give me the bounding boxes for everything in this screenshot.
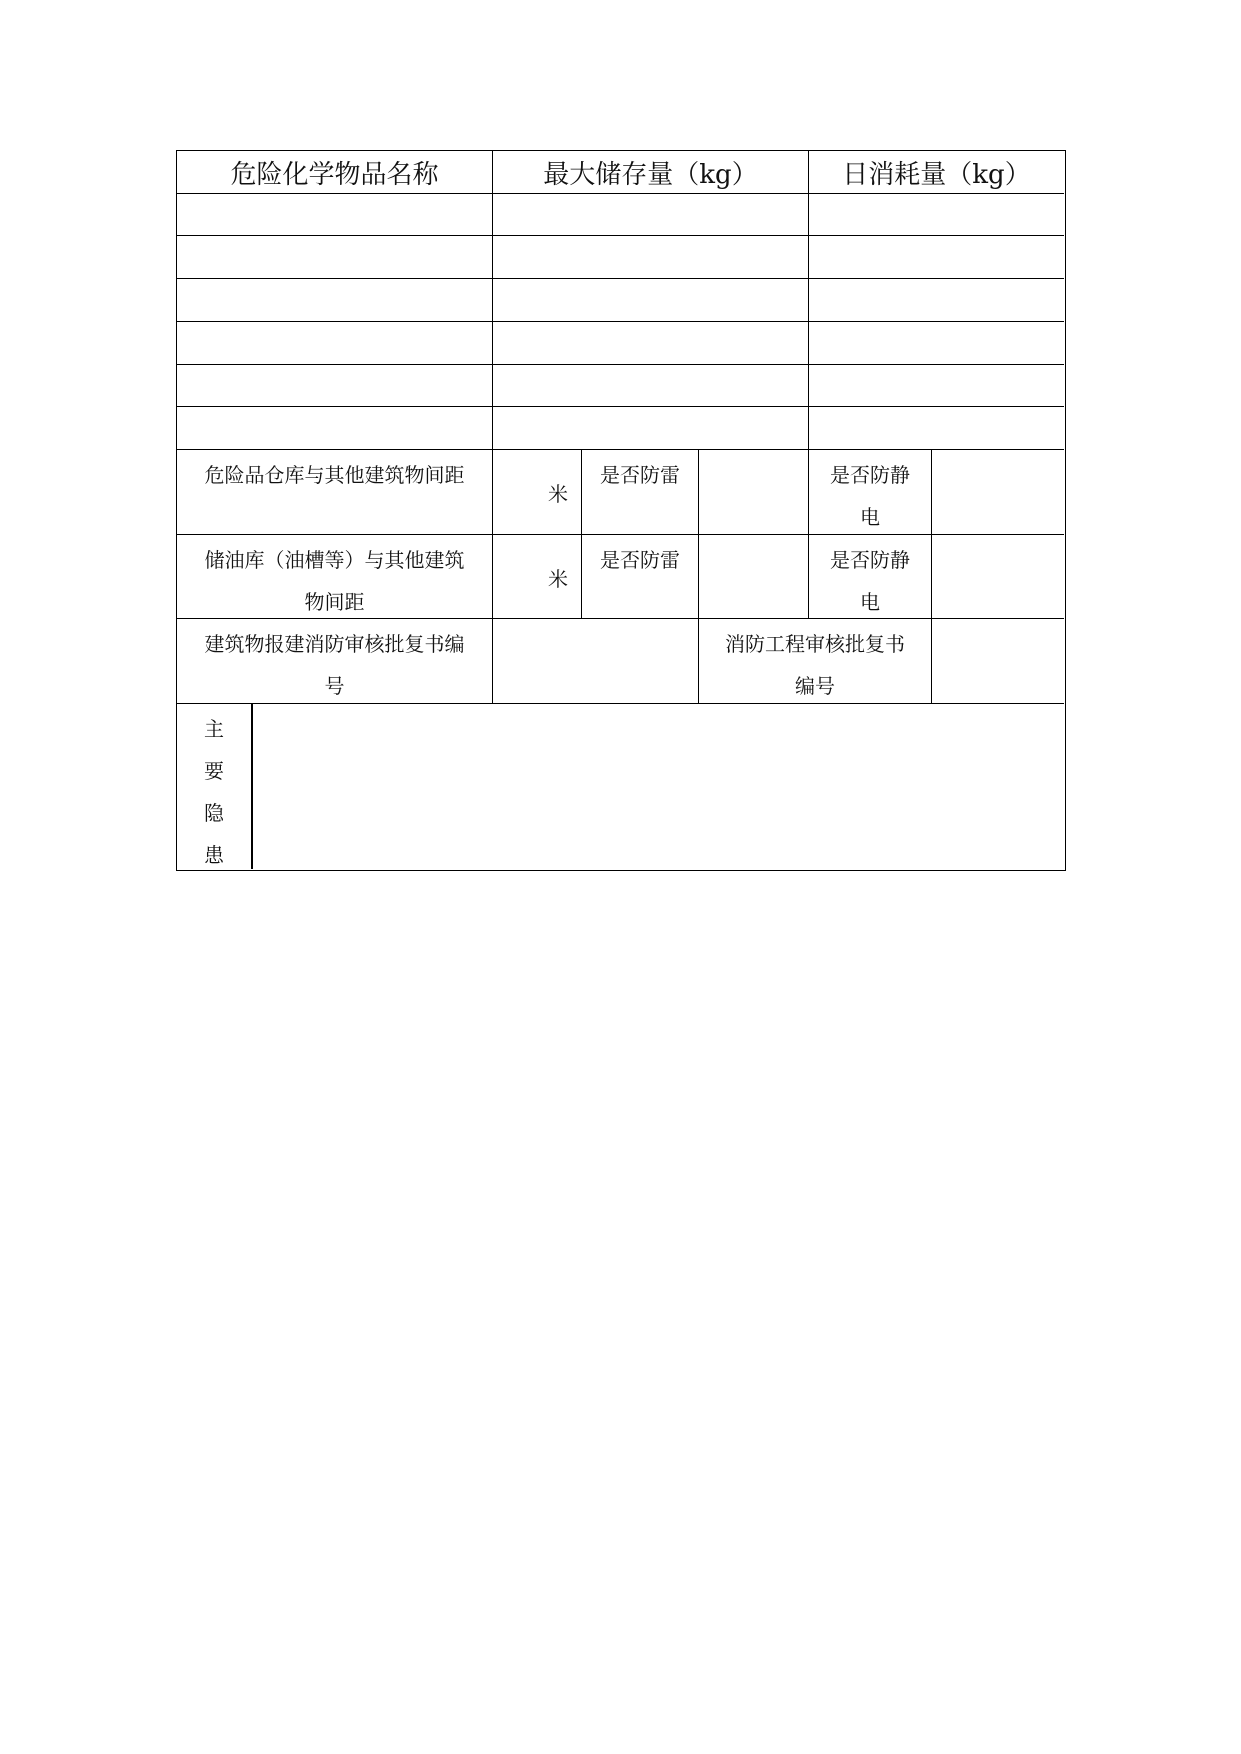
chem-row-1-daily-use[interactable] xyxy=(809,194,1064,236)
main-hazards-content[interactable] xyxy=(253,704,1064,869)
main-hazards-label xyxy=(177,704,253,869)
chem-row-2-max-storage[interactable] xyxy=(493,236,809,279)
warehouse-distance-label xyxy=(177,450,493,535)
chem-row-3-daily-use[interactable] xyxy=(809,279,1064,322)
main-hazards-char-1: 主 xyxy=(204,717,224,741)
oil-depot-label-line2: 物间距 xyxy=(304,590,365,614)
warehouse-static-label-line2: 电 xyxy=(860,505,880,529)
header-chemical-name: 危险化学物品名称 xyxy=(177,151,493,194)
oil-depot-lightning-value[interactable] xyxy=(699,535,809,619)
main-hazards-char-2: 要 xyxy=(204,759,224,783)
oil-depot-label-line1: 储油库（油槽等）与其他建筑 xyxy=(204,548,465,572)
oil-depot-static-value[interactable] xyxy=(932,535,1064,619)
chem-row-1-max-storage[interactable] xyxy=(493,194,809,236)
building-approval-number[interactable] xyxy=(493,619,699,704)
warehouse-distance-input[interactable] xyxy=(493,450,582,535)
warehouse-lightning-label: 是否防雷 xyxy=(582,450,699,535)
building-approval-label-line1: 建筑物报建消防审核批复书编 xyxy=(204,632,465,656)
chem-row-3-name[interactable] xyxy=(177,279,493,322)
oil-depot-static-label-line2: 电 xyxy=(860,590,880,614)
warehouse-static-label-line1: 是否防静 xyxy=(830,463,910,487)
building-approval-label-line2: 号 xyxy=(324,674,345,698)
chem-row-1-name[interactable] xyxy=(177,194,493,236)
chem-row-2-daily-use[interactable] xyxy=(809,236,1064,279)
oil-depot-distance-unit: 米 xyxy=(548,567,568,591)
warehouse-static-label xyxy=(809,450,932,535)
oil-depot-distance-label xyxy=(177,535,493,619)
main-hazards-char-4: 患 xyxy=(204,843,224,867)
header-max-storage: 最大储存量（kg） xyxy=(493,151,809,194)
main-hazards-label-text xyxy=(177,704,251,876)
chem-row-5-daily-use[interactable] xyxy=(809,365,1064,407)
oil-depot-lightning-label: 是否防雷 xyxy=(582,535,699,619)
chem-row-4-max-storage[interactable] xyxy=(493,322,809,365)
chem-row-5-name[interactable] xyxy=(177,365,493,407)
oil-depot-distance-input[interactable] xyxy=(493,535,582,619)
warehouse-lightning-value[interactable] xyxy=(699,450,809,535)
engineering-approval-label-line1: 消防工程审核批复书 xyxy=(725,632,905,656)
engineering-approval-label xyxy=(699,619,932,704)
header-daily-consumption: 日消耗量（kg） xyxy=(809,151,1064,194)
chem-row-6-daily-use[interactable] xyxy=(809,407,1064,450)
warehouse-distance-unit: 米 xyxy=(548,482,568,506)
chem-row-4-name[interactable] xyxy=(177,322,493,365)
chem-row-2-name[interactable] xyxy=(177,236,493,279)
building-approval-label xyxy=(177,619,493,704)
chem-row-4-daily-use[interactable] xyxy=(809,322,1064,365)
chem-row-5-max-storage[interactable] xyxy=(493,365,809,407)
warehouse-static-value[interactable] xyxy=(932,450,1064,535)
hazardous-chemicals-form xyxy=(176,150,1066,871)
engineering-approval-label-line2: 编号 xyxy=(795,674,835,698)
oil-depot-static-label xyxy=(809,535,932,619)
main-hazards-char-3: 隐 xyxy=(204,801,224,825)
engineering-approval-number[interactable] xyxy=(932,619,1064,704)
chem-row-6-max-storage[interactable] xyxy=(493,407,809,450)
warehouse-distance-label-text: 危险品仓库与其他建筑物间距 xyxy=(204,463,465,487)
chem-row-6-name[interactable] xyxy=(177,407,493,450)
oil-depot-static-label-line1: 是否防静 xyxy=(830,548,910,572)
chem-row-3-max-storage[interactable] xyxy=(493,279,809,322)
